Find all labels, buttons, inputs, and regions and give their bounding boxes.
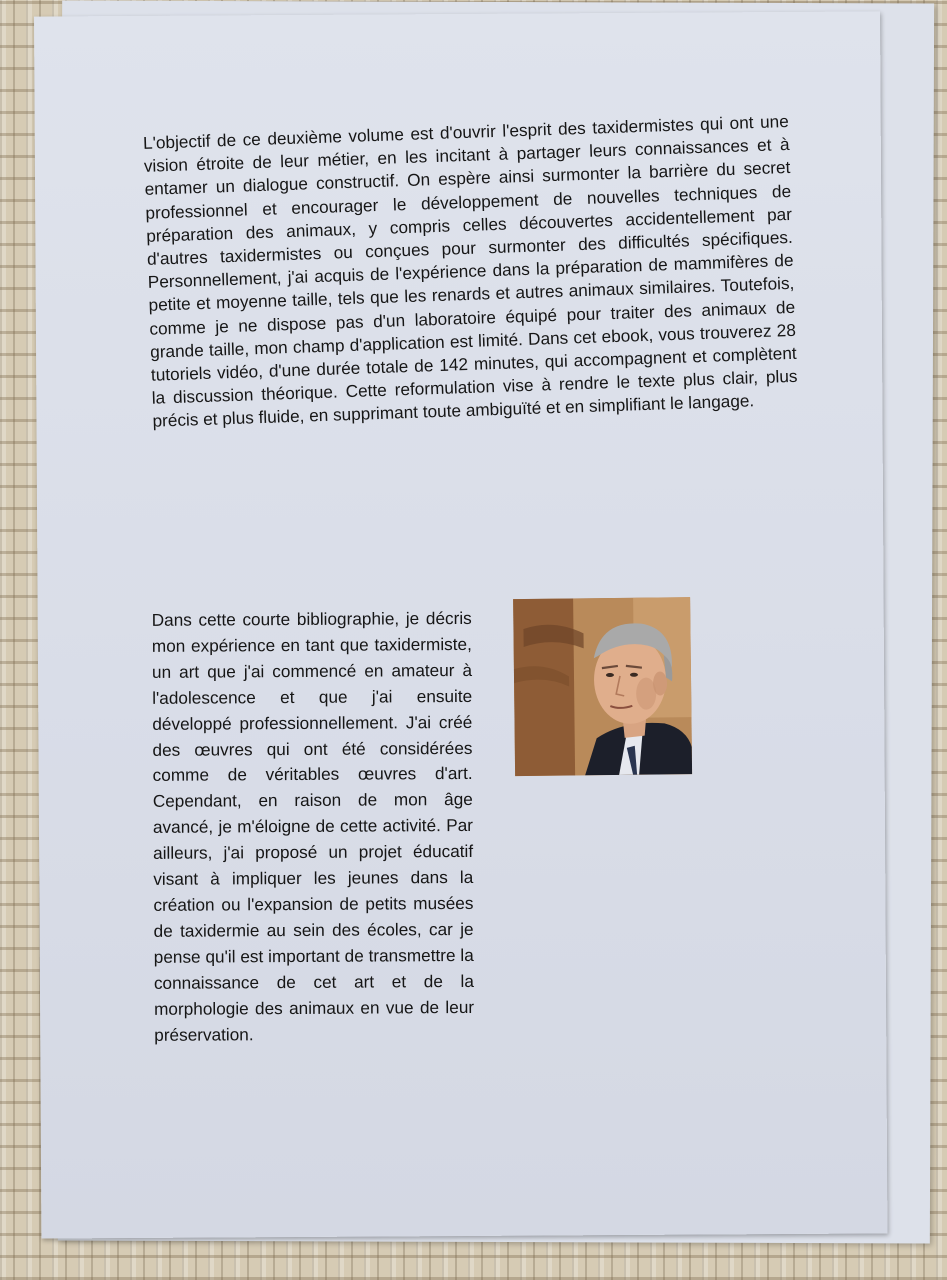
intro-paragraph: L'objectif de ce deuxième volume est d'ouvrir l'esprit des taxidermistes qui ont une vision étroite de leur métier, en les incitant à partager leurs connaissances et à entamer un dialogue constructif. On espère ainsi surmonter la barrière du secret professionnel et encourager le développement de nouvelles techniques de préparation des animaux, y compris celles découvertes accidentellement par d'autres taxidermistes ou conçues pour surmonter des difficultés spécifiques. Personnellement, j'ai acquis de l'expérience dans la préparation de mammifères de petite et moyenne taille, tels que les renards et autres animaux similaires. Toutefois, comme je ne dispose pas d'un laboratoire équipé pour traiter des animaux de grande taille, mon champ d'application est limité. Dans cet ebook, vous trouverez 28 tutoriels vidéo, d'une durée totale de 142 minutes, qui accompagnent et complètent la discussion théorique. Cette reformulation vise à rendre le texte plus clair, plus précis et plus fluide, en supprimant toute ambiguïté et en simplifiant le langage. <box>142 110 798 432</box>
author-portrait-photo <box>513 597 692 776</box>
biography-paragraph: Dans cette courte bibliographie, je décris mon expérience en tant que taxidermiste, un art que j'ai commencé en amateur à l'adolescence et que j'ai ensuite développé professionnellement. J'ai créé des œuvres qui ont été considérées comme de véritables œuvres d'art. Cependant, en raison de mon âge avancé, je m'éloigne de cette activité. Par ailleurs, j'ai proposé un projet éducatif visant à impliquer les jeunes dans la création ou l'expansion de petits musées de taxidermie au sein des écoles, car je pense qu'il est important de transmettre la connaissance de cet art et de la morphologie des animaux en vue de leur préservation. <box>151 607 475 1045</box>
printed-page <box>34 11 887 1238</box>
